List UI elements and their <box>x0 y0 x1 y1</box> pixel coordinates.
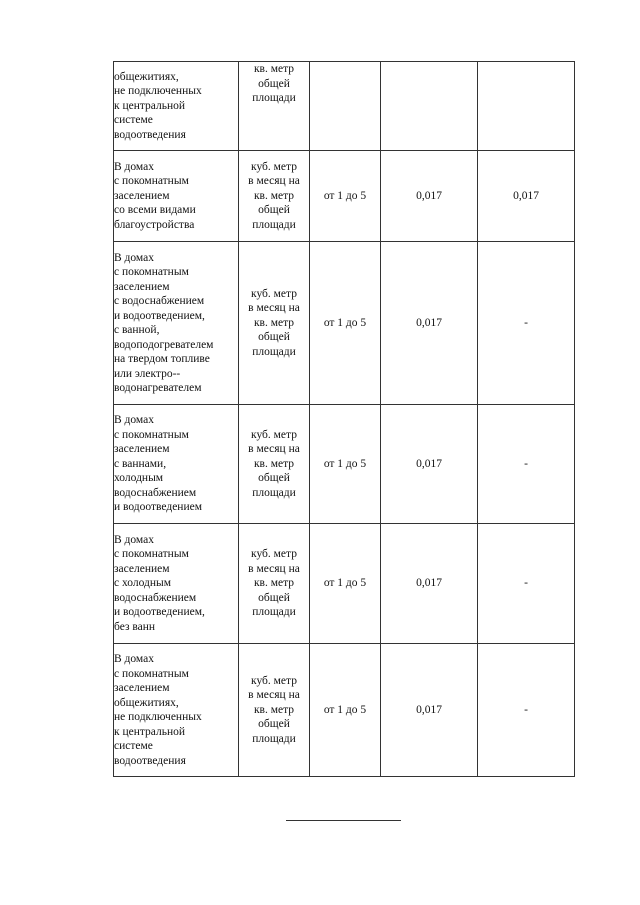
table-cell-range: от 1 до 5 <box>310 644 381 777</box>
table-cell-value-1: 0,017 <box>381 644 478 777</box>
table-cell-unit: куб. метр в месяц на кв. метр общей площади <box>239 151 310 242</box>
table-cell-value-2: - <box>478 524 575 644</box>
norms-table <box>113 61 575 777</box>
table-cell-housing-type: В домах с покомнатным заселением общежитиях, не подключенных к центральной системе водоотведения <box>114 644 239 777</box>
table-cell-range: от 1 до 5 <box>310 151 381 242</box>
table-cell-unit: куб. метр в месяц на кв. метр общей площади <box>239 405 310 524</box>
table-cell-unit: куб. метр в месяц на кв. метр общей площади <box>239 644 310 777</box>
table-cell-range: от 1 до 5 <box>310 242 381 405</box>
footnote-divider <box>286 820 401 821</box>
table-cell-housing-type: В домах с покомнатным заселением с ваннами, холодным водоснабжением и водоотведением <box>114 405 239 524</box>
table-row <box>114 524 575 644</box>
table-row <box>114 644 575 777</box>
table-cell-value-2: - <box>478 405 575 524</box>
table-row <box>114 151 575 242</box>
table-cell-range: от 1 до 5 <box>310 524 381 644</box>
table-cell-value-2: - <box>478 644 575 777</box>
table-cell-value-2 <box>478 62 575 151</box>
table-cell-value-1: 0,017 <box>381 405 478 524</box>
table-cell-range: от 1 до 5 <box>310 405 381 524</box>
table-cell-housing-type: В домах с покомнатным заселением со всеми видами благоустройства <box>114 151 239 242</box>
table-cell-housing-type: В домах с покомнатным заселением с холодным водоснабжением и водоотведением, без ванн <box>114 524 239 644</box>
table-cell-value-1: 0,017 <box>381 524 478 644</box>
table-cell-housing-type: В домах с покомнатным заселением с водоснабжением и водоотведением, с ванной, водоподогревателем на твердом топливе или электро-- водонагревателем <box>114 242 239 405</box>
table-row <box>114 242 575 405</box>
table-row <box>114 62 575 151</box>
table-cell-unit: куб. метр в месяц на кв. метр общей площади <box>239 242 310 405</box>
table-cell-unit: кв. метр общей площади <box>239 62 310 151</box>
table-cell-range <box>310 62 381 151</box>
table-cell-value-1: 0,017 <box>381 151 478 242</box>
table-row <box>114 405 575 524</box>
table-cell-value-1: 0,017 <box>381 242 478 405</box>
table-cell-value-1 <box>381 62 478 151</box>
table-cell-housing-type: общежитиях, не подключенных к центральной системе водоотведения <box>114 62 239 151</box>
table-cell-value-2: - <box>478 242 575 405</box>
table-cell-value-2: 0,017 <box>478 151 575 242</box>
table-cell-unit: куб. метр в месяц на кв. метр общей площади <box>239 524 310 644</box>
